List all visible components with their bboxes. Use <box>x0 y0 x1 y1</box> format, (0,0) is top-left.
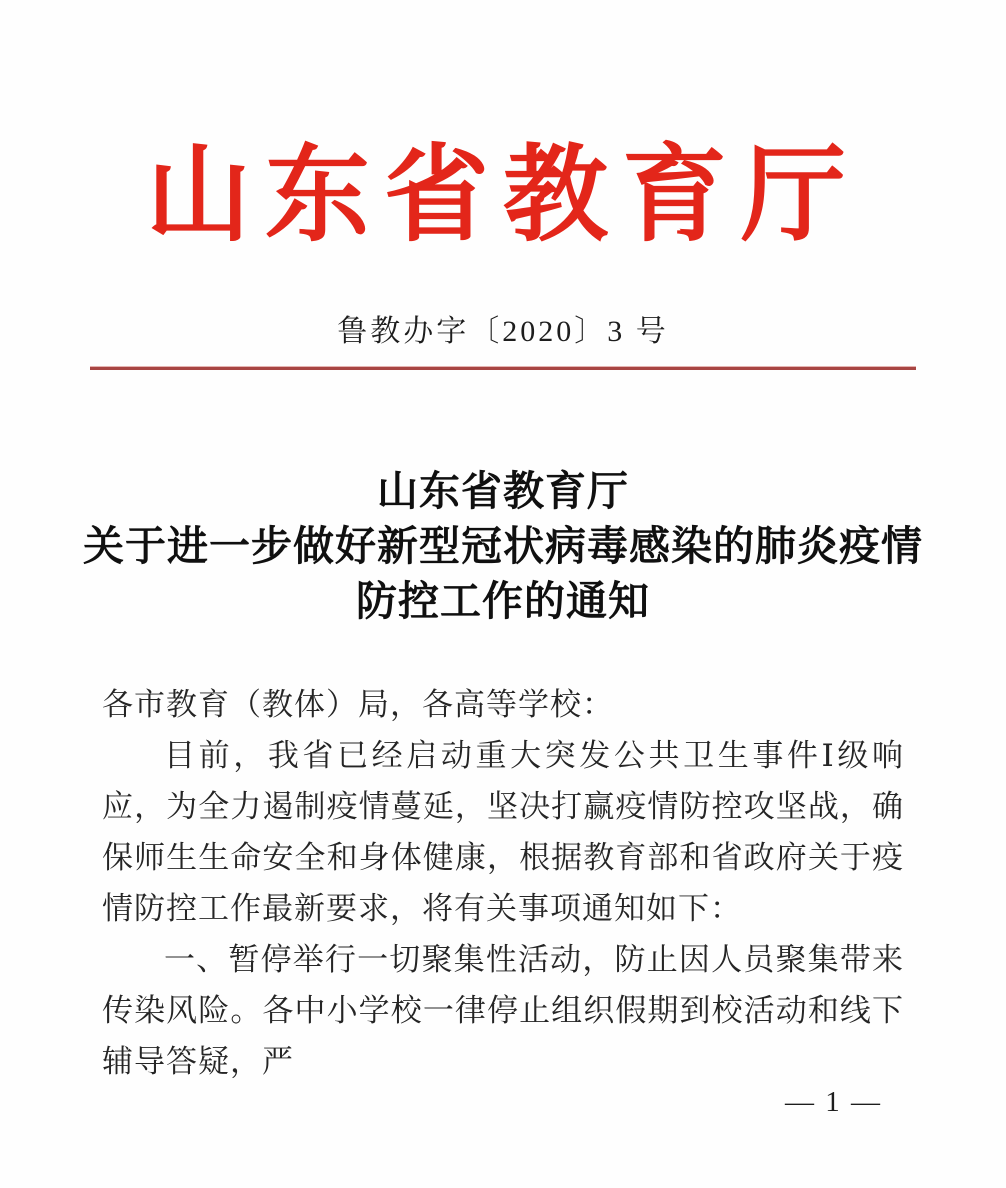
body-paragraph-2: 一、暂停举行一切聚集性活动，防止因人员聚集带来传染风险。各中小学校一律停止组织假期到校活动和线下辅导答疑，严 <box>102 941 904 1079</box>
document-reference-number: 鲁教办字〔2020〕3 号 <box>337 314 669 348</box>
red-divider-line <box>90 366 916 370</box>
body-paragraph-1: 目前，我省已经启动重大突发公共卫生事件Ⅰ级响应，为全力遏制疫情蔓延，坚决打赢疫情防控攻坚战，确保师生生命安全和身体健康，根据教育部和省政府关于疫情防控工作最新要求，将有关事项通知如下： <box>102 737 904 926</box>
document-title <box>0 464 1006 629</box>
document-body <box>0 679 1006 1087</box>
agency-masthead: 山东省教育厅 <box>145 137 860 254</box>
document-title-line-2: 关于进一步做好新型冠状病毒感染的肺炎疫情 <box>83 522 923 569</box>
page-number: — 1 — <box>785 1086 882 1118</box>
document-title-line-3: 防控工作的通知 <box>356 577 650 624</box>
document-title-line-1: 山东省教育厅 <box>377 467 629 514</box>
salutation-line: 各市教育（教体）局，各高等学校： <box>102 686 614 722</box>
